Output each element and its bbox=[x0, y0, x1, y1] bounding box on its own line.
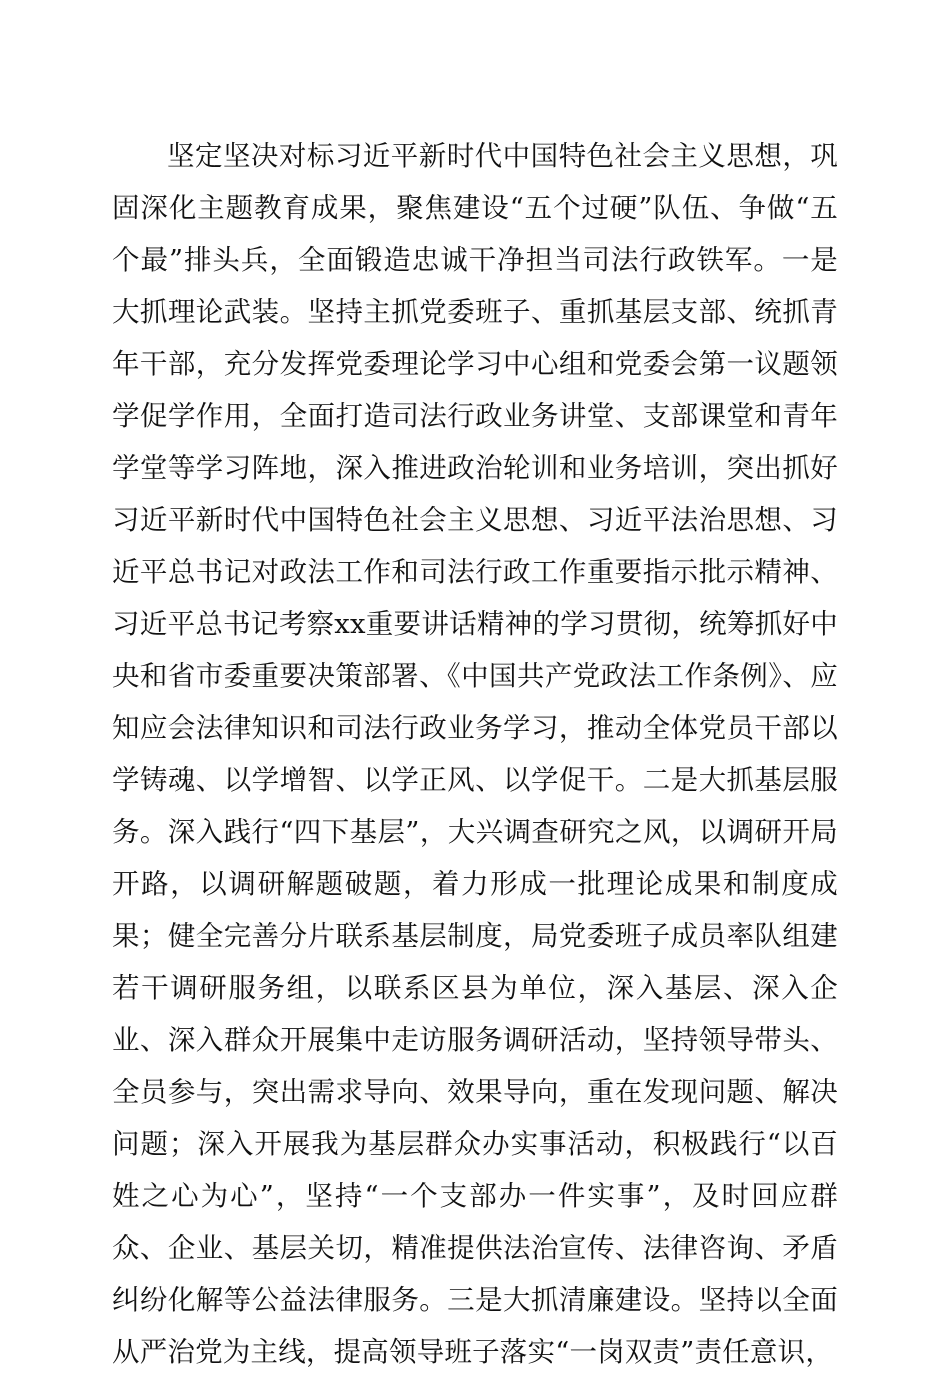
document-body bbox=[112, 130, 838, 1378]
paragraph: 坚定坚决对标习近平新时代中国特色社会主义思想，巩固深化主题教育成果，聚焦建设“五个过硬”队伍、争做“五个最”排头兵，全面锻造忠诚干净担当司法行政铁军。一是大抓理论武装。坚持主抓党委班子、重抓基层支部、统抓青年干部，充分发挥党委理论学习中心组和党委会第一议题领学促学作用，全面打造司法行政业务讲堂、支部课堂和青年学堂等学习阵地，深入推进政治轮训和业务培训，突出抓好习近平新时代中国特色社会主义思想、习近平法治思想、习近平总书记对政法工作和司法行政工作重要指示批示精神、习近平总书记考察xx重要讲话精神的学习贯彻，统筹抓好中央和省市委重要决策部署、《中国共产党政法工作条例》、应知应会法律知识和司法行政业务学习，推动全体党员干部以学铸魂、以学增智、以学正风、以学促干。二是大抓基层服务。深入践行“四下基层”，大兴调查研究之风，以调研开局开路，以调研解题破题，着力形成一批理论成果和制度成果；健全完善分片联系基层制度，局党委班子成员率队组建若干调研服务组，以联系区县为单位，深入基层、深入企业、深入群众开展集中走访服务调研活动，坚持领导带头、全员参与，突出需求导向、效果导向，重在发现问题、解决问题；深入开展我为基层群众办实事活动，积极践行“以百姓之心为心”，坚持“一个支部办一件实事”，及时回应群众、企业、基层关切，精准提供法治宣传、法律咨询、矛盾纠纷化解等公益法律服务。三是大抓清廉建设。坚持以全面从严治党为主线，提高领导班子落实“一岗双责”责任意识， bbox=[112, 140, 838, 1368]
